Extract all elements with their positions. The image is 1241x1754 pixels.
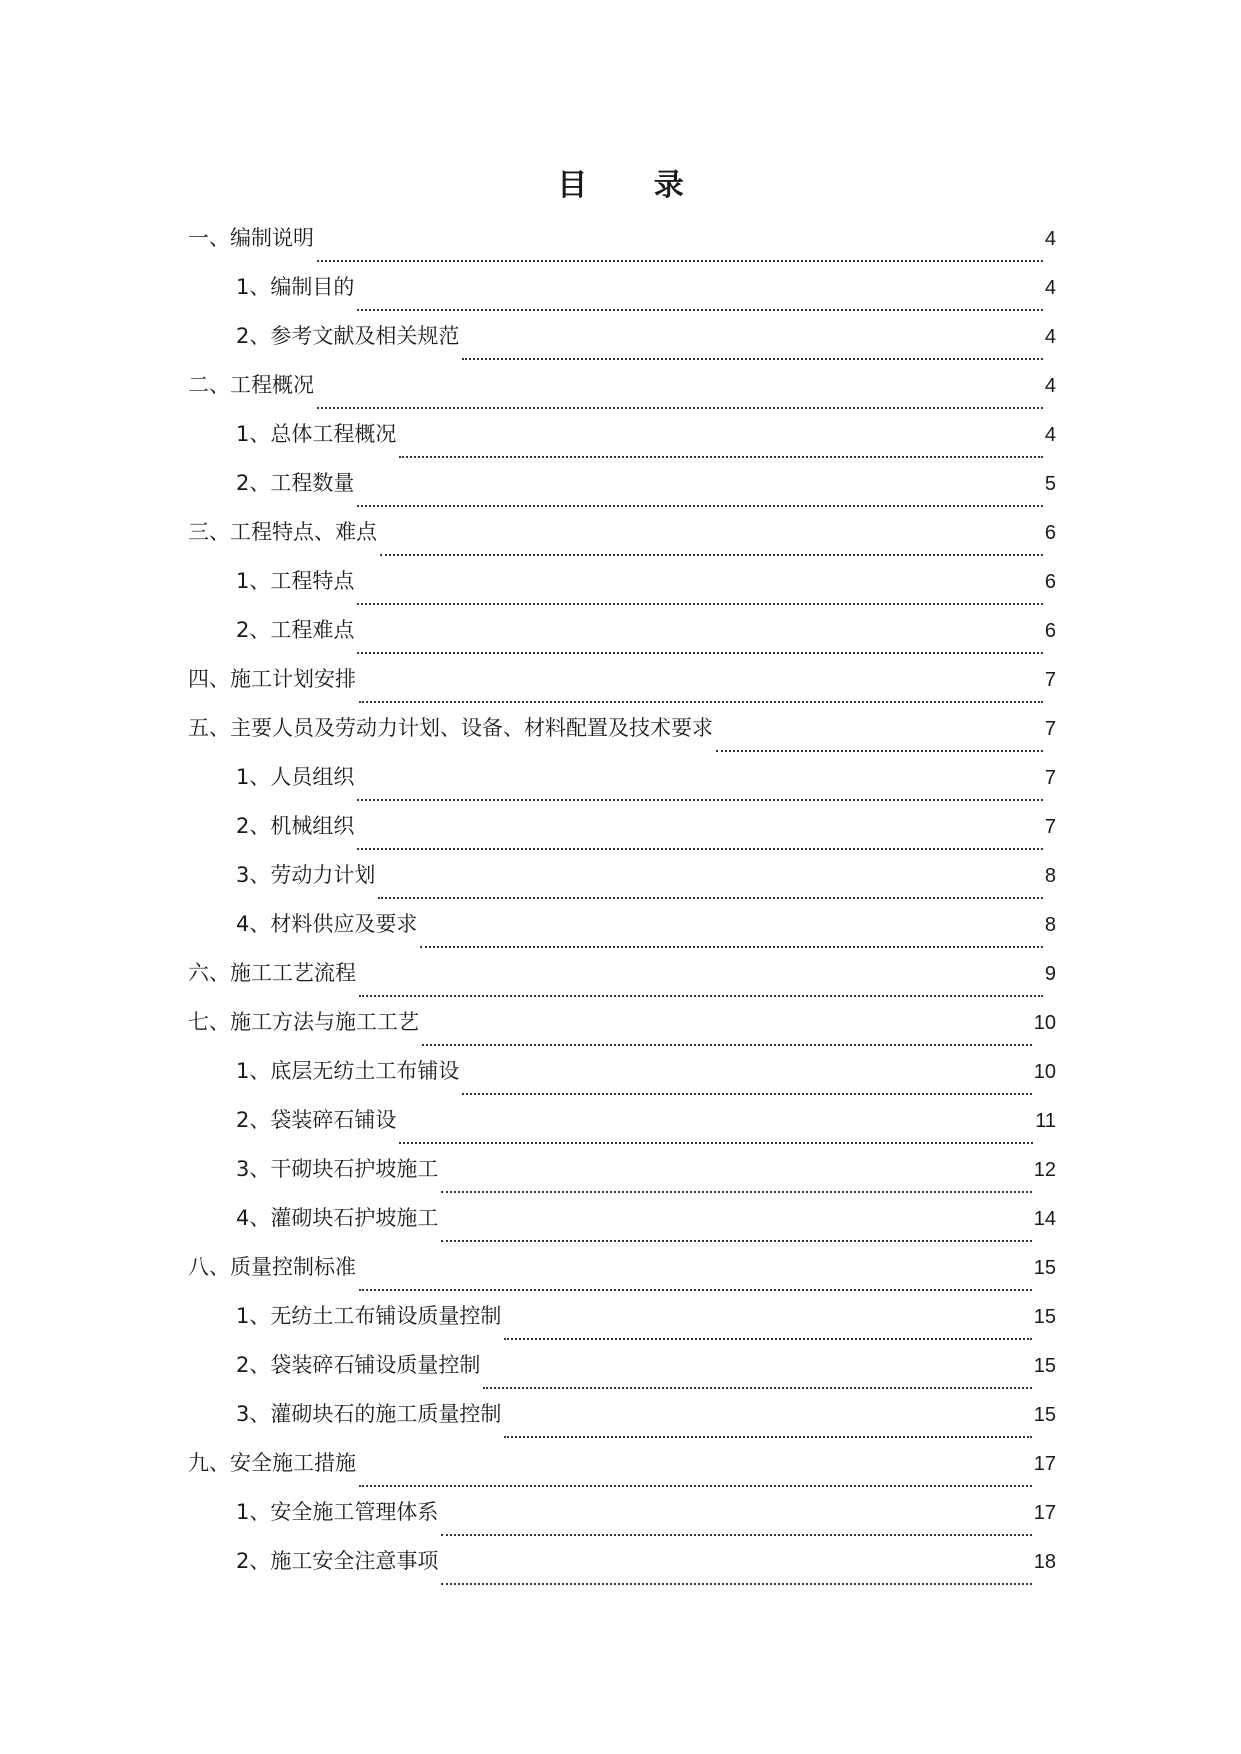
toc-entry-label: 六、施工工艺流程 bbox=[188, 961, 356, 985]
toc-entry-label: 九、安全施工措施 bbox=[188, 1451, 356, 1475]
toc-dot-leader bbox=[357, 847, 1043, 850]
toc-page-number: 18 bbox=[1033, 1551, 1056, 1573]
toc-entry-label: 四、施工计划安排 bbox=[188, 667, 356, 691]
toc-entry-label: 2、机械组织 bbox=[236, 814, 355, 838]
toc-entry-label: 2、袋装碎石铺设 bbox=[236, 1108, 397, 1132]
toc-dot-leader bbox=[441, 1582, 1031, 1585]
toc-subsection-entry[interactable] bbox=[188, 419, 1056, 468]
toc-dot-leader bbox=[380, 553, 1043, 556]
toc-entry-label: 1、底层无纺土工布铺设 bbox=[236, 1059, 460, 1083]
toc-page-number: 9 bbox=[1044, 963, 1056, 985]
toc-subsection-entry[interactable] bbox=[188, 468, 1056, 517]
toc-entry-label: 八、质量控制标准 bbox=[188, 1255, 356, 1279]
toc-subsection-entry[interactable] bbox=[188, 1301, 1056, 1350]
toc-subsection-entry[interactable] bbox=[188, 566, 1056, 615]
toc-page-number: 7 bbox=[1044, 767, 1056, 789]
toc-page-number: 17 bbox=[1033, 1453, 1056, 1475]
toc-section-entry[interactable] bbox=[188, 1007, 1056, 1056]
toc-page-number: 7 bbox=[1044, 816, 1056, 838]
toc-dot-leader bbox=[441, 1239, 1031, 1242]
toc-subsection-entry[interactable] bbox=[188, 860, 1056, 909]
toc-subsection-entry[interactable] bbox=[188, 762, 1056, 811]
toc-entry-label: 1、编制目的 bbox=[236, 275, 355, 299]
toc-entry-label: 2、工程数量 bbox=[236, 471, 355, 495]
toc-entry-label: 1、总体工程概况 bbox=[236, 422, 397, 446]
toc-page-number: 5 bbox=[1044, 473, 1056, 495]
toc-entry-label: 1、工程特点 bbox=[236, 569, 355, 593]
toc-section-entry[interactable] bbox=[188, 517, 1056, 566]
toc-dot-leader bbox=[357, 504, 1043, 507]
toc-subsection-entry[interactable] bbox=[188, 909, 1056, 958]
toc-entry-label: 4、材料供应及要求 bbox=[236, 912, 418, 936]
toc-dot-leader bbox=[483, 1386, 1031, 1389]
toc-page-number: 10 bbox=[1033, 1012, 1056, 1034]
toc-entry-label: 二、工程概况 bbox=[188, 373, 314, 397]
toc-page-number: 4 bbox=[1044, 375, 1056, 397]
toc-dot-leader bbox=[441, 1190, 1031, 1193]
toc-section-entry[interactable] bbox=[188, 1252, 1056, 1301]
toc-dot-leader bbox=[359, 1484, 1032, 1487]
toc-entry-label: 3、劳动力计划 bbox=[236, 863, 376, 887]
toc-subsection-entry[interactable] bbox=[188, 321, 1056, 370]
toc-page-number: 4 bbox=[1044, 326, 1056, 348]
toc-page-number: 15 bbox=[1033, 1257, 1056, 1279]
toc-dot-leader bbox=[317, 406, 1043, 409]
toc-page-number: 17 bbox=[1033, 1502, 1056, 1524]
toc-dot-leader bbox=[504, 1337, 1031, 1340]
toc-section-entry[interactable] bbox=[188, 713, 1056, 762]
toc-dot-leader bbox=[378, 896, 1043, 899]
toc-subsection-entry[interactable] bbox=[188, 1497, 1056, 1546]
toc-entry-label: 1、无纺土工布铺设质量控制 bbox=[236, 1304, 502, 1328]
toc-dot-leader bbox=[462, 1092, 1031, 1095]
toc-entry-label: 七、施工方法与施工工艺 bbox=[188, 1010, 419, 1034]
toc-title: 目 录 bbox=[557, 168, 712, 203]
toc-dot-leader bbox=[357, 798, 1043, 801]
toc-entry-label: 3、灌砌块石的施工质量控制 bbox=[236, 1402, 502, 1426]
toc-subsection-entry[interactable] bbox=[188, 1350, 1056, 1399]
toc-dot-leader bbox=[462, 357, 1043, 360]
toc-section-entry[interactable] bbox=[188, 664, 1056, 713]
toc-entry-label: 2、袋装碎石铺设质量控制 bbox=[236, 1353, 481, 1377]
toc-page-number: 6 bbox=[1044, 522, 1056, 544]
toc-subsection-entry[interactable] bbox=[188, 1546, 1056, 1595]
toc-dot-leader bbox=[399, 1141, 1033, 1144]
toc-subsection-entry[interactable] bbox=[188, 1399, 1056, 1448]
toc-entry-label: 2、工程难点 bbox=[236, 618, 355, 642]
toc-entry-label: 4、灌砌块石护坡施工 bbox=[236, 1206, 439, 1230]
toc-subsection-entry[interactable] bbox=[188, 272, 1056, 321]
toc-page-number: 4 bbox=[1044, 277, 1056, 299]
toc-entry-label: 3、干砌块石护坡施工 bbox=[236, 1157, 439, 1181]
toc-subsection-entry[interactable] bbox=[188, 1056, 1056, 1105]
toc-page-number: 15 bbox=[1033, 1306, 1056, 1328]
toc-page-number: 6 bbox=[1044, 620, 1056, 642]
toc-subsection-entry[interactable] bbox=[188, 1154, 1056, 1203]
toc-page-number: 4 bbox=[1044, 424, 1056, 446]
toc-dot-leader bbox=[504, 1435, 1031, 1438]
toc-dot-leader bbox=[420, 945, 1043, 948]
toc-section-entry[interactable] bbox=[188, 1448, 1056, 1497]
toc-page-number: 8 bbox=[1044, 914, 1056, 936]
toc-page-number: 8 bbox=[1044, 865, 1056, 887]
toc-page-number: 6 bbox=[1044, 571, 1056, 593]
toc-page-number: 15 bbox=[1033, 1404, 1056, 1426]
toc-page-number: 4 bbox=[1044, 228, 1056, 250]
toc-page-number: 7 bbox=[1044, 718, 1056, 740]
toc-page-number: 14 bbox=[1033, 1208, 1056, 1230]
toc-section-entry[interactable] bbox=[188, 370, 1056, 419]
toc-page-number: 12 bbox=[1033, 1159, 1056, 1181]
toc-dot-leader bbox=[399, 455, 1043, 458]
toc-section-entry[interactable] bbox=[188, 223, 1056, 272]
toc-page-number: 7 bbox=[1044, 669, 1056, 691]
toc-section-entry[interactable] bbox=[188, 958, 1056, 1007]
toc-entry-label: 三、工程特点、难点 bbox=[188, 520, 377, 544]
toc-entry-label: 2、施工安全注意事项 bbox=[236, 1549, 439, 1573]
toc-dot-leader bbox=[357, 308, 1043, 311]
toc-page-number: 11 bbox=[1035, 1110, 1056, 1132]
toc-subsection-entry[interactable] bbox=[188, 1203, 1056, 1252]
toc-dot-leader bbox=[359, 1288, 1032, 1291]
toc-entry-label: 五、主要人员及劳动力计划、设备、材料配置及技术要求 bbox=[188, 716, 713, 740]
toc-entry-label: 1、安全施工管理体系 bbox=[236, 1500, 439, 1524]
toc-entry-label: 1、人员组织 bbox=[236, 765, 355, 789]
toc-dot-leader bbox=[357, 651, 1043, 654]
toc-subsection-entry[interactable] bbox=[188, 811, 1056, 860]
toc-list bbox=[188, 223, 1056, 1595]
toc-dot-leader bbox=[441, 1533, 1031, 1536]
toc-page-number: 10 bbox=[1033, 1061, 1056, 1083]
toc-dot-leader bbox=[317, 259, 1043, 262]
toc-dot-leader bbox=[359, 700, 1043, 703]
toc-dot-leader bbox=[422, 1043, 1032, 1046]
toc-page-number: 15 bbox=[1033, 1355, 1056, 1377]
toc-dot-leader bbox=[357, 602, 1043, 605]
toc-entry-label: 一、编制说明 bbox=[188, 226, 314, 250]
toc-dot-leader bbox=[359, 994, 1043, 997]
toc-entry-label: 2、参考文献及相关规范 bbox=[236, 324, 460, 348]
toc-subsection-entry[interactable] bbox=[188, 1105, 1056, 1154]
toc-subsection-entry[interactable] bbox=[188, 615, 1056, 664]
toc-dot-leader bbox=[716, 749, 1043, 752]
